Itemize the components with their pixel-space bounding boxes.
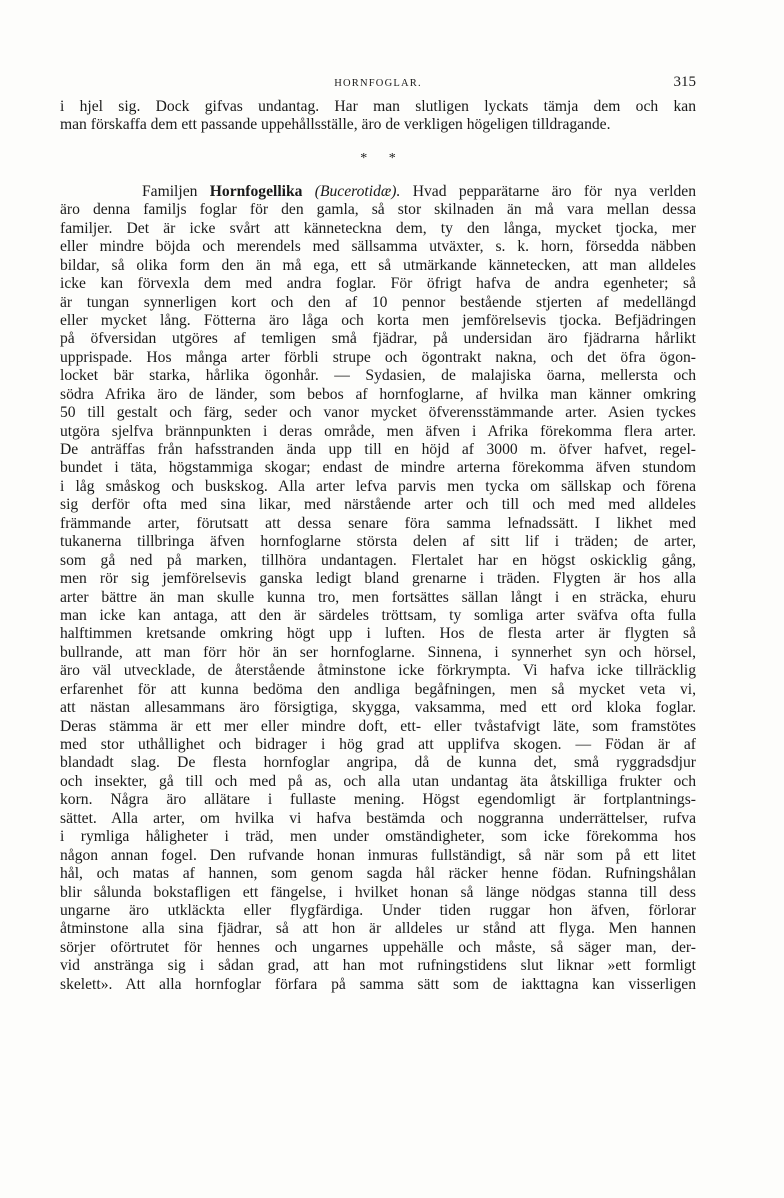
running-head: HORNFOGLAR. [334,78,422,89]
body-text [60,98,696,994]
text-line: hål, och matas af hannen, som genom sagda hål räcker henne födan. Rufningshålan [60,865,696,883]
text-line: åtminstone alla sina fjädrar, så att hon är alldeles ur stånd att flyga. Men hannen [60,920,696,938]
text-line: men rör sig jemförelsevis ganska ledigt bland grenarne i träden. Flygten är hos alla [60,570,696,588]
text-line: blir sålunda bokstafligen ett fängelse, i hvilket honan så länge nödgas stanna till dess [60,883,696,901]
text-line: äro denna familjs foglar för den gamla, så stor skilnaden än må vara mellan dessa [60,201,696,219]
paragraph-lines [60,201,696,994]
section-separator: * * [360,150,396,166]
text-line: äro väl utvecklade, de återstående åtminstone icke förkrympta. Vi hafva icke tillräcklig [60,662,696,680]
text-line: bullrande, att man förr hör än ser hornfoglarne. Sinnena, i synnerhet syn och hörsel, [60,643,696,661]
text-line: att nästan allesammans äro försigtiga, skygga, vaksamma, med ett ord kloka foglar. [60,699,696,717]
page-header [60,74,696,94]
first-line-prefix: Familjen [142,182,210,200]
text-line: man icke kan antaga, att den är särdeles tröttsam, ty somliga arter sväfva ofta fulla [60,606,696,624]
text-line: icke kan förvexla dem med andra foglar. För öfrigt hafva de andra egenheter; så [60,275,696,293]
text-line: bundet i täta, högstammiga skogar; endast de mindre arterna förekomma äfven stundom [60,459,696,477]
text-line: någon annan fogel. Den rufvande honan inmuras fullständigt, så när som på ett litet [60,846,696,864]
text-line: vid anstränga sig i sådan grad, att han mot rufningstidens slut liknar »ett formligt [60,957,696,975]
text-line: sättet. Alla arter, om hvilka vi hafva bestämda och noggranna underrättelser, rufva [60,809,696,827]
text-line: arter bättre än man skulle kunna tro, men fortsättes sällan långt i en sträcka, ehuru [60,588,696,606]
paragraph-first-line [60,183,696,201]
text-line: eller mycket lång. Fötterna äro låga och korta men jemförelsevis tjocka. Befjädringen [60,311,696,329]
text-line: sig derför ofta med sina likar, med närstående arter och till och med med alldeles [60,496,696,514]
text-line: blandadt slag. De flesta hornfoglar angripa, då de kunna det, små ryggradsdjur [60,754,696,772]
text-line: i rymliga håligheter i träd, men under omständigheter, som icke förekomma hos [60,828,696,846]
text-line: De anträffas från hafsstranden ända upp till en höjd af 3000 m. öfver hafvet, regel- [60,441,696,458]
text-line: tukanerna tillbringa äfven hornfoglarne största delen af sitt lif i träden; de arter, [60,533,696,551]
text-line: bildar, så olika form den än må ega, ett så utmärkande kännetecken, att man alldeles [60,256,696,274]
text-line: i låg småskog och buskskog. Alla arter lefva parvis men tycka om sällskap och förena [60,477,696,495]
text-line: Deras stämma är ett mer eller mindre doft, ett- eller tvåstafvigt läte, som framstötes [60,717,696,735]
page-number: 315 [673,74,696,90]
text-line: utgöra sjelfva brännpunkten i deras område, men äfven i Afrika förekomma flera arter. [60,422,696,440]
text-line: upprispade. Hos många arter förbli strupe och ögontrakt nakna, och det öfra ögon- [60,348,696,366]
text-line: som gå ned på marken, tillhöra undantagen. Flertalet har en högst oskicklig gång, [60,551,696,569]
latin-name: (Bucerotidæ). [302,182,401,200]
text-line: skelett». Att alla hornfoglar förfara på samma sätt som de iakttagna kan visserligen [60,975,696,993]
text-line: locket bär starka, hårlika ögonhår. — Sydasien, de malajiska öarna, mellersta och [60,367,696,385]
text-line: med stor uthållighet och bidrager i hög grad att upplifva skogen. — Födan är af [60,736,696,753]
text-line: södra Afrika äro de länder, som bebos af hornfoglarne, af hvilka man känner omkring [60,385,696,403]
first-line-rest: Hvad pepparätarne äro för nya verlden [400,182,696,200]
text-line: erfarenhet för att kunna bedöma den andliga begåfningen, men så mycket veta vi, [60,680,696,698]
text-line: familjer. Det är icke svårt att känneteckna dem, ty den långa, mycket tjocka, mer [60,219,696,237]
text-line: sörjer oförtrutet för hennes och ungarnes uppehälle och måste, så säger man, der- [60,938,696,956]
text-line: halftimmen kretsande omkring högt upp i luften. Hos de flesta arter är flygten så [60,625,696,643]
text-line: eller mindre böjda och merendels med sällsamma utväxter, s. k. horn, försedda näbben [60,238,696,256]
text-line: är tungan synnerligen kort och den af 10 pennor bestående stjerten af medellängd [60,293,696,311]
text-line: på öfversidan utgöres af temligen små fjädrar, på undersidan äro fjädrarna hårlikt [60,330,696,348]
text-line: främmande arter, förutsatt att dessa senare föra samma lefnadssätt. I likhet med [60,514,696,532]
intro-paragraph [60,98,696,135]
text-line: 50 till gestalt och färg, seder och vanor mycket öfverensstämmande arter. Asien tyckes [60,404,696,422]
text-line: i hjel sig. Dock gifvas undantag. Har man slutligen lyckats tämja dem och kan [60,98,696,115]
text-line: korn. Några äro allätare i fullaste mening. Högst egendomligt är fortplantnings- [60,791,696,809]
text-line: ungarne äro utkläckta eller flygfärdiga. Under tiden ruggar hon äfven, förlorar [60,901,696,919]
text-line: man förskaffa dem ett passande uppehållsställe, äro de verkligen högeligen tilldragande. [60,116,611,134]
family-paragraph [60,183,696,994]
family-name: Hornfogellika [209,182,303,200]
text-line: och insekter, gå till och med på as, och alla utan undantag äta åtskilliga frukter och [60,772,696,790]
